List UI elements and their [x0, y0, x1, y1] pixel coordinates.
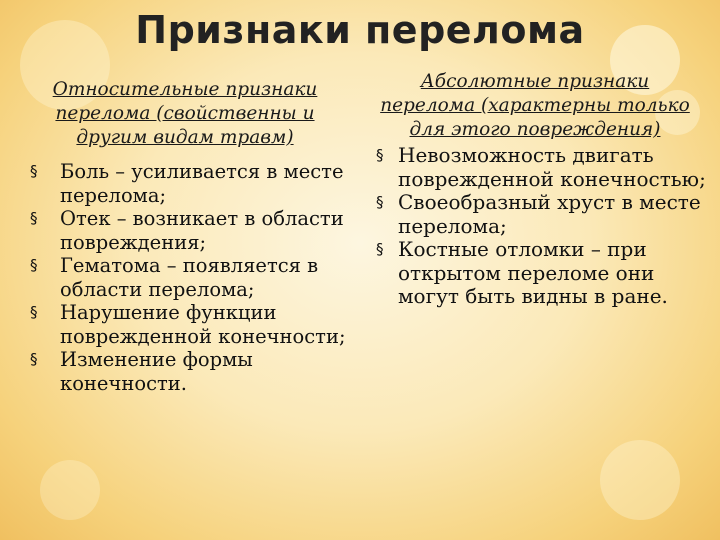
bullet-icon: § [376, 193, 384, 211]
absolute-signs-heading: Абсолютные признаки перелома (характерны только для этого повреждения) [380, 71, 690, 140]
bullet-icon: § [30, 162, 38, 180]
bullet-icon: § [30, 350, 38, 368]
bokeh-light [600, 440, 680, 520]
list-item-text: Невозможность двигать поврежденной конечностью; [398, 143, 706, 191]
list-item [376, 238, 706, 309]
list-item-text: Изменение формы конечности. [60, 348, 253, 395]
list-item-text: Нарушение функции поврежденной конечности; [60, 301, 346, 348]
slide-title: Признаки перелома [135, 8, 585, 52]
bullet-icon: § [376, 146, 384, 164]
relative-signs-list [30, 160, 350, 395]
list-item-text: Своеобразный хруст в месте перелома; [398, 190, 701, 238]
bullet-icon: § [30, 256, 38, 274]
relative-signs-heading: Относительные признаки перелома (свойственны и другим видам травм) [52, 79, 318, 148]
absolute-signs-column [376, 70, 706, 309]
list-item [376, 191, 706, 238]
bullet-icon: § [30, 303, 38, 321]
absolute-signs-list [376, 144, 706, 309]
list-item [30, 348, 350, 395]
list-item [30, 160, 350, 207]
bullet-icon: § [376, 240, 384, 258]
relative-signs-column [30, 78, 350, 395]
list-item [30, 254, 350, 301]
list-item-text: Костные отломки – при открытом переломе они могут быть видны в ране. [398, 237, 668, 308]
list-item [30, 301, 350, 348]
list-item-text: Боль – усиливается в месте перелома; [60, 160, 344, 207]
list-item [30, 207, 350, 254]
bokeh-light [40, 460, 100, 520]
bullet-icon: § [30, 209, 38, 227]
list-item-text: Отек – возникает в области повреждения; [60, 207, 344, 254]
list-item-text: Гематома – появляется в области перелома; [60, 254, 319, 301]
list-item [376, 144, 706, 191]
